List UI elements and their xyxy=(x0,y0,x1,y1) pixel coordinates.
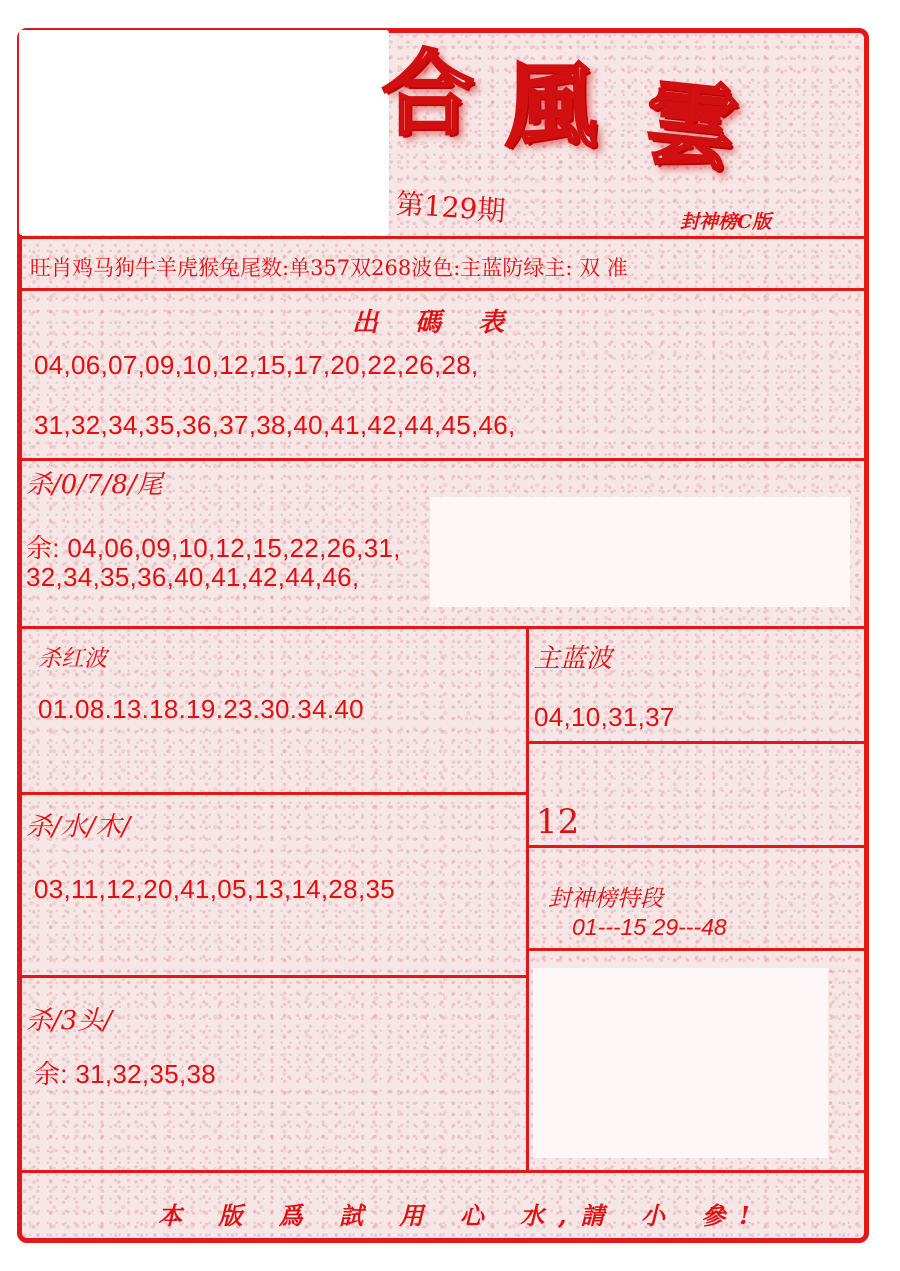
single-number: 12 xyxy=(536,802,580,842)
kill-red-numbers: 01.08.13.18.19.23.30.34.40 xyxy=(38,694,364,724)
divider-1 xyxy=(22,236,867,239)
divider-6 xyxy=(22,975,528,978)
special-range-title: 封神榜特段 xyxy=(548,886,663,912)
blank-area-bottom-right xyxy=(533,968,828,1158)
header-blank-area xyxy=(19,30,389,235)
blank-area-right xyxy=(430,497,850,607)
divider-3 xyxy=(22,458,867,461)
info-line: 旺肖鸡马狗牛羊虎猴兔尾数:单357双268波色:主蓝防绿主: 双 准 xyxy=(30,256,628,280)
divider-2 xyxy=(22,288,867,291)
special-range-value: 01---15 29---48 xyxy=(572,914,727,940)
kill-tail-title: 杀/0/7/8/尾 xyxy=(26,470,163,500)
kill-head-numbers: 余: 31,32,35,38 xyxy=(34,1059,216,1089)
divider-right-1 xyxy=(528,741,867,744)
title-char-2: 風 xyxy=(505,52,598,160)
column-divider xyxy=(526,626,529,1172)
issue-number: 第129期 xyxy=(394,187,507,228)
chuma-line-2: 31,32,34,35,36,37,38,40,41,42,44,45,46, xyxy=(34,410,516,440)
kill-tail-line-2: 32,34,35,36,40,41,42,44,46, xyxy=(26,562,360,592)
kill-water-wood-title: 杀/水/木/ xyxy=(26,812,131,842)
title-char-3: 雲 xyxy=(639,67,743,185)
kill-water-wood-numbers: 03,11,12,20,41,05,13,14,28,35 xyxy=(34,874,395,904)
main-blue-title: 主蓝波 xyxy=(534,644,613,674)
chuma-line-1: 04,06,07,09,10,12,15,17,20,22,26,28, xyxy=(34,350,479,380)
chuma-title: 出 碼 表 xyxy=(352,308,519,338)
divider-right-2 xyxy=(528,845,867,848)
title-char-1: 合 xyxy=(382,40,475,148)
divider-7 xyxy=(22,1170,867,1173)
main-blue-numbers: 04,10,31,37 xyxy=(534,702,675,732)
kill-tail-line-1: 余: 04,06,09,10,12,15,22,26,31, xyxy=(26,533,401,563)
footer-note: 本 版 爲 試 用 心 水,請 小 參! xyxy=(158,1201,764,1230)
kill-red-title: 杀红波 xyxy=(38,646,107,672)
edition-label: 封神榜C版 xyxy=(680,211,772,233)
kill-head-title: 杀/3头/ xyxy=(26,1006,113,1036)
divider-right-3 xyxy=(528,948,867,951)
divider-4 xyxy=(22,626,867,629)
divider-5 xyxy=(22,792,528,795)
